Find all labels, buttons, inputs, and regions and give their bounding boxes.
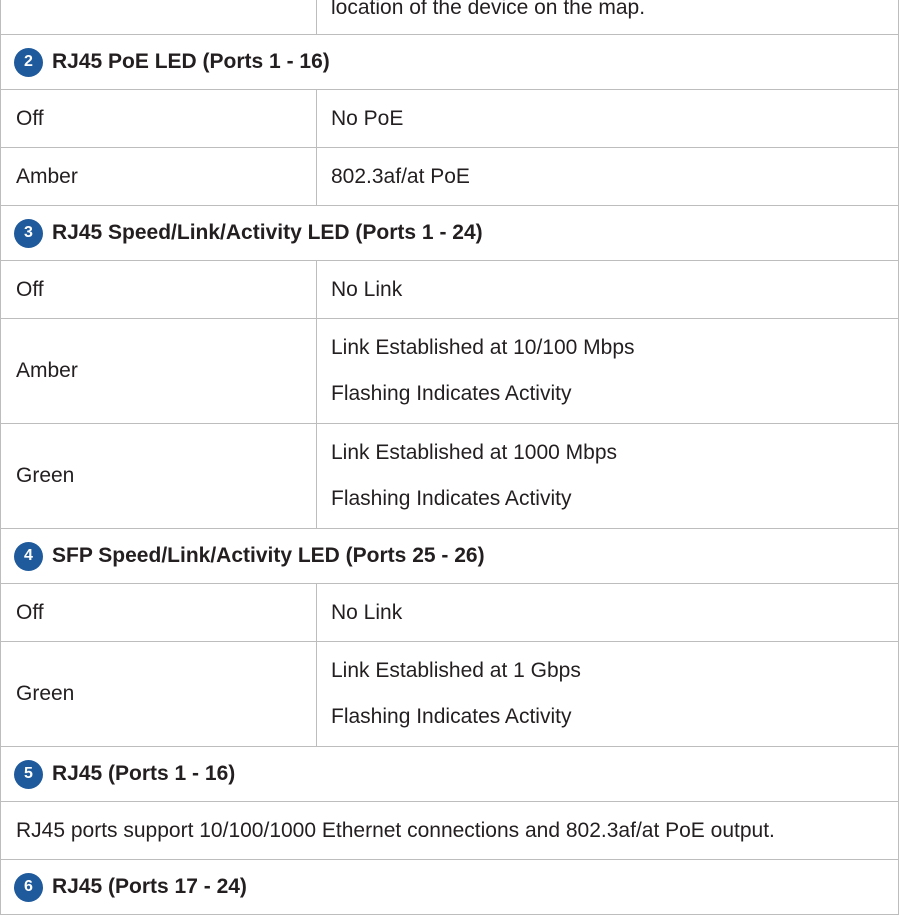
description-text: No PoE	[331, 106, 404, 130]
description-cell	[317, 642, 898, 746]
state-cell: Off	[1, 90, 317, 147]
section-title: RJ45 PoE LED (Ports 1 - 16)	[52, 50, 330, 73]
description-text: 802.3af/at PoE	[331, 164, 470, 188]
description-cell	[317, 90, 898, 147]
section-header	[0, 35, 899, 90]
state-cell: Green	[1, 642, 317, 746]
description-text: No Link	[331, 277, 403, 301]
state-cell: Amber	[1, 148, 317, 205]
table-row	[0, 0, 899, 35]
description-text: Link Established at 10/100 Mbps	[331, 336, 635, 359]
section-header	[0, 860, 899, 915]
section-description: RJ45 ports support 10/100/1000 Ethernet connections and 802.3af/at PoE output.	[0, 802, 899, 860]
state-cell: Off	[1, 584, 317, 641]
description-text: Link Established at 1 Gbps	[331, 659, 581, 682]
description-cell	[317, 0, 898, 34]
description-cell	[317, 584, 898, 641]
section-number-badge: 2	[14, 48, 43, 77]
description-text: No Link	[331, 600, 403, 624]
section-header	[0, 529, 899, 584]
table-row	[0, 319, 899, 424]
description-text: Link Established at 1000 Mbps	[331, 441, 618, 464]
state-cell: Amber	[1, 319, 317, 423]
table-row	[0, 90, 899, 148]
table-row	[0, 148, 899, 206]
section-header	[0, 206, 899, 261]
description-text: Flashing Indicates Activity	[331, 382, 572, 405]
section-header	[0, 747, 899, 802]
state-cell	[1, 0, 317, 34]
section-number-badge: 6	[14, 873, 43, 902]
section-title: SFP Speed/Link/Activity LED (Ports 25 - 26)	[52, 544, 485, 567]
description-cell	[317, 424, 898, 528]
description-cell	[317, 319, 898, 423]
section-number-badge: 4	[14, 542, 43, 571]
description-text: Flashing Indicates Activity	[331, 705, 572, 728]
section-title: RJ45 (Ports 17 - 24)	[52, 875, 247, 898]
description-cell	[317, 148, 898, 205]
table-row	[0, 642, 899, 747]
description-text: Flashing Indicates Activity	[331, 487, 572, 510]
section-number-badge: 5	[14, 760, 43, 789]
section-number-badge: 3	[14, 219, 43, 248]
table-row	[0, 261, 899, 319]
table-row	[0, 424, 899, 529]
section-title: RJ45 Speed/Link/Activity LED (Ports 1 - 24)	[52, 221, 483, 244]
description-cell	[317, 261, 898, 318]
state-cell: Green	[1, 424, 317, 528]
description-text: location of the device on the map.	[331, 0, 646, 19]
state-cell: Off	[1, 261, 317, 318]
table-row	[0, 584, 899, 642]
section-title: RJ45 (Ports 1 - 16)	[52, 762, 236, 785]
